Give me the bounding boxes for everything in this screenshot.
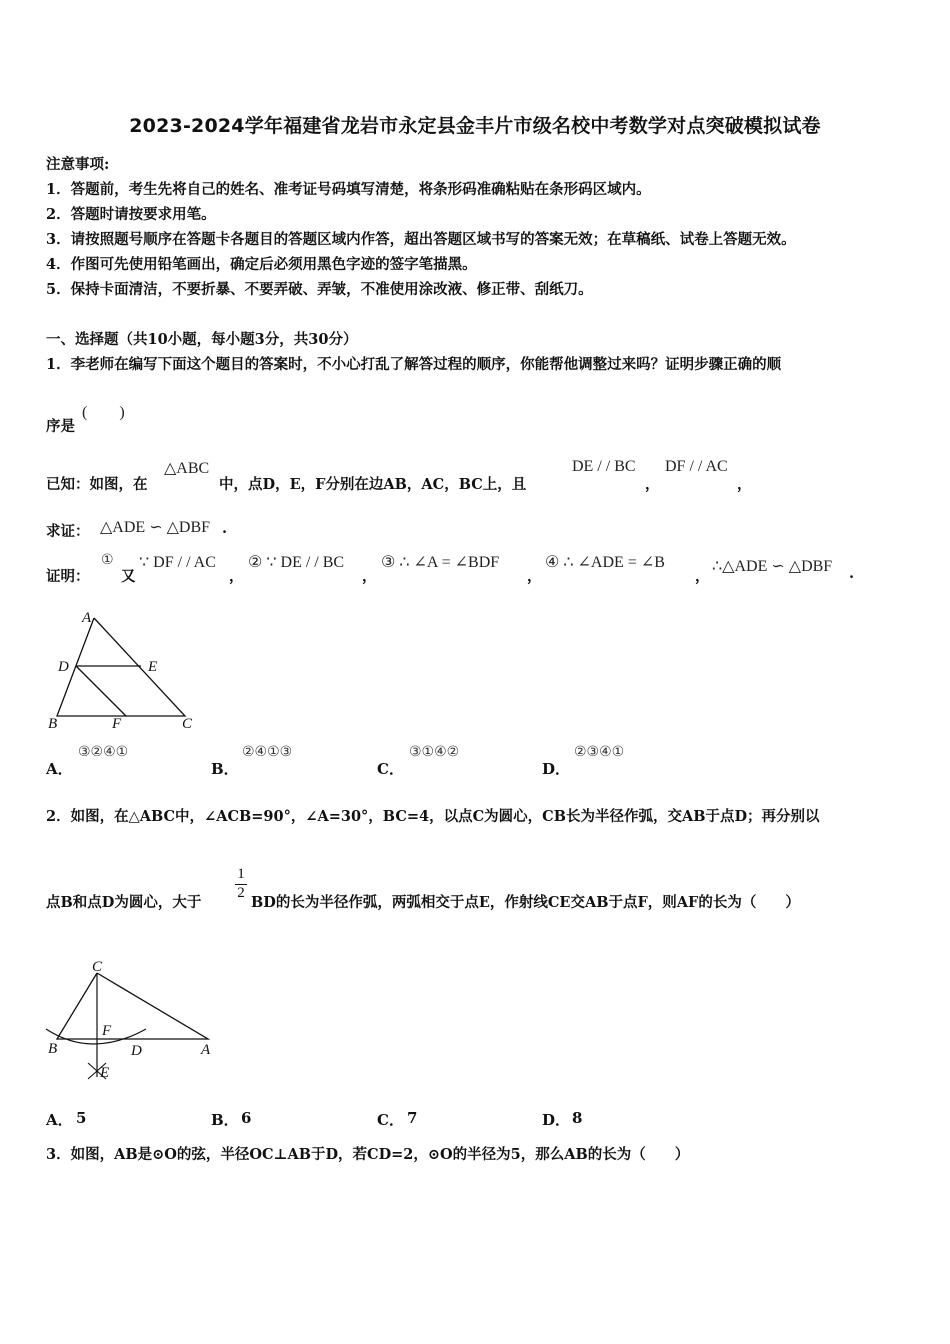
q1-label-d: D xyxy=(58,659,69,675)
q1-option-a-value: ③②④① xyxy=(78,744,129,760)
q1-step1-num: ① xyxy=(101,552,114,568)
q1-step1-formula: ∵ DF / / AC xyxy=(139,554,216,571)
q1-given-prefix: 已知：如图，在 xyxy=(46,476,148,493)
q1-option-c-label: C． xyxy=(377,760,404,778)
q2-label-f: F xyxy=(102,1023,112,1039)
q2-option-b-value: 6 xyxy=(241,1109,252,1127)
q1-label-a: A xyxy=(82,610,92,626)
q1-option-b-label: B． xyxy=(211,760,239,778)
q1-step3: ③ ∴ ∠A = ∠BDF xyxy=(381,554,500,571)
q1-given-comma-2: ， xyxy=(737,476,752,493)
q1-label-c: C xyxy=(182,716,193,732)
q1-step4: ④ ∴ ∠ADE = ∠B xyxy=(545,554,665,571)
q2-option-a-value: 5 xyxy=(76,1109,87,1127)
q2-line2-suffix: BD的长为半径作弧，两弧相交于点E，作射线CE交AB于点F，则AF的长为（ ） xyxy=(251,894,800,911)
q1-given-triangle: △ABC xyxy=(164,460,210,477)
q1-step2: ② ∵ DE / / BC xyxy=(248,554,345,571)
q1-sep-3: ， xyxy=(527,568,542,585)
note-item-4: 4．作图可先使用铅笔画出，确定后必须用黑色字迹的签字笔描黑。 xyxy=(46,256,477,273)
q2-option-a-label: A． xyxy=(46,1111,73,1129)
q1-given-comma-1: ， xyxy=(645,476,660,493)
q1-step5: ∴△ADE ∽ △DBF xyxy=(712,558,833,575)
q1-prove-prefix: 求证： xyxy=(46,523,90,540)
section-heading: 一、选择题（共10小题，每小题3分，共30分） xyxy=(46,331,358,348)
page-title: 2023-2024学年福建省龙岩市永定县金丰片市级名校中考数学对点突破模拟试卷 xyxy=(129,115,821,137)
q1-prove-formula: △ADE ∽ △DBF xyxy=(100,519,211,536)
q2-stem-line1: 2．如图，在△ABC中，∠ACB=90°，∠A=30°，BC=4，以点C为圆心，CB长为半径作弧，交AB于点D；再分别以 xyxy=(46,808,820,825)
q2-triangle-abc xyxy=(57,973,208,1039)
q1-end: . xyxy=(849,565,855,582)
q2-option-c-value: 7 xyxy=(407,1109,418,1127)
q1-segment-df xyxy=(76,666,126,716)
q2-triangle-figure xyxy=(42,955,222,1085)
q2-label-e: E xyxy=(100,1065,110,1081)
note-item-5: 5．保持卡面清洁，不要折暴、不要弄破、弄皱，不准使用涂改液、修正带、刮纸刀。 xyxy=(46,281,593,298)
q2-option-d-value: 8 xyxy=(572,1109,583,1127)
notes-heading: 注意事项: xyxy=(46,156,110,173)
q1-sep-1: ， xyxy=(229,568,244,585)
q1-given-formula-2: DF / / AC xyxy=(665,458,728,475)
q1-step1-you: 又 xyxy=(121,568,136,585)
q2-label-b: B xyxy=(48,1041,58,1057)
q1-answer-paren: ( ) xyxy=(82,404,125,421)
q2-fraction xyxy=(233,866,249,902)
note-item-2: 2．答题时请按要求用笔。 xyxy=(46,206,216,223)
note-item-1: 1．答题前，考生先将自己的姓名、准考证号码填写清楚，将条形码准确粘贴在条形码区域内。 xyxy=(46,181,651,198)
q2-fraction-numerator: 1 xyxy=(237,866,245,882)
q1-sep-2: ， xyxy=(362,568,377,585)
q1-stem-line1: 1．李老师在编写下面这个题目的答案时，不小心打乱了解答过程的顺序，你能帮他调整过来吗？证明步骤正确的顺 xyxy=(46,356,782,373)
q2-fraction-denominator: 2 xyxy=(237,885,245,901)
q1-label-b: B xyxy=(48,716,58,732)
q2-label-a: A xyxy=(201,1042,211,1058)
q1-option-c-value: ③①④② xyxy=(409,744,460,760)
q1-given-mid: 中，点D，E，F分别在边AB，AC，BC上，且 xyxy=(219,476,527,493)
q3-stem: 3．如图，AB是⊙O的弦，半径OC⊥AB于D，若CD=2，⊙O的半径为5，那么AB的长为（ ） xyxy=(46,1146,690,1163)
q1-sep-4: ， xyxy=(695,568,710,585)
q2-option-c-label: C． xyxy=(377,1111,404,1129)
q1-option-b-value: ②④①③ xyxy=(242,744,293,760)
q1-label-e: E xyxy=(148,659,158,675)
q2-label-c: C xyxy=(92,959,103,975)
q1-option-d-label: D． xyxy=(542,760,571,778)
note-item-3: 3．请按照题号顺序在答题卡各题目的答题区域内作答，超出答题区域书写的答案无效；在草稿纸、试卷上答题无效。 xyxy=(46,231,796,248)
q1-stem-line2: 序是 xyxy=(46,418,75,435)
q1-label-f: F xyxy=(112,716,122,732)
q1-prove-end: . xyxy=(222,520,228,537)
q1-option-d-value: ②③④① xyxy=(574,744,625,760)
q1-option-a-label: A． xyxy=(46,760,73,778)
q1-given-formula-1: DE / / BC xyxy=(572,458,636,475)
q1-triangle-figure xyxy=(42,606,202,736)
q2-line2-prefix: 点B和点D为圆心，大于 xyxy=(46,894,202,911)
q2-label-d: D xyxy=(131,1043,142,1059)
q1-proof-prefix: 证明： xyxy=(46,568,90,585)
q2-option-d-label: D． xyxy=(542,1111,571,1129)
q2-option-b-label: B． xyxy=(211,1111,239,1129)
